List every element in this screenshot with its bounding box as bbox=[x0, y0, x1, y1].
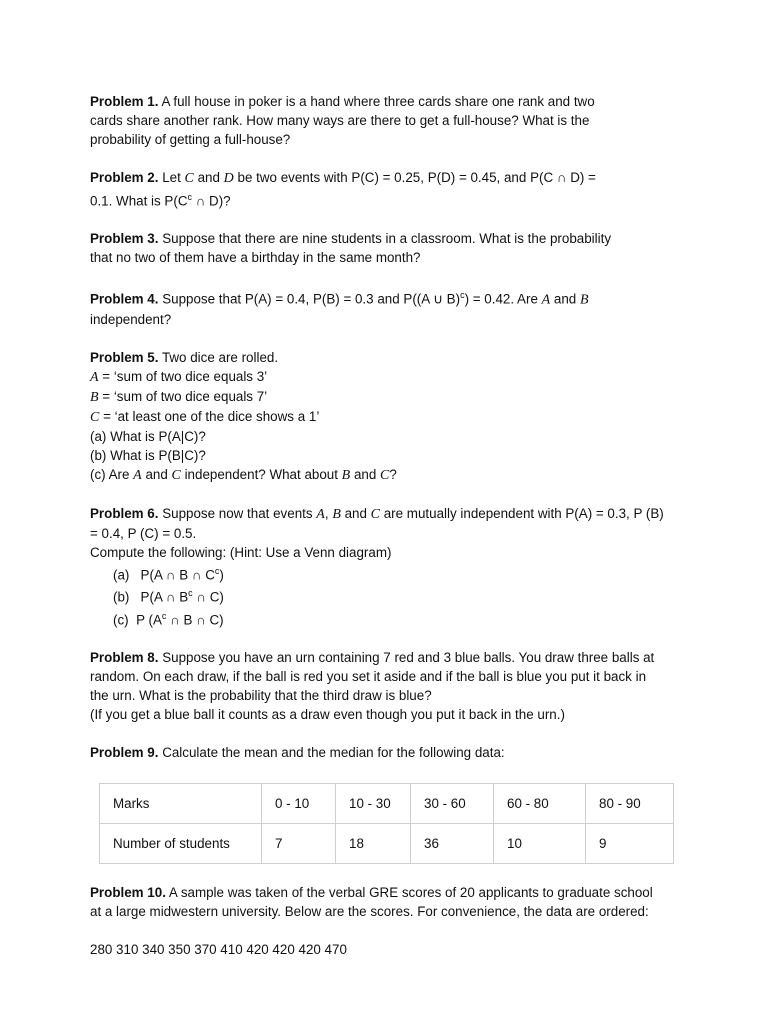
problem-5-label: Problem 5. bbox=[90, 349, 159, 365]
problem-6: Problem 6. Suppose now that events A, B and C are mutually independent with P(A) = 0.3, P (B) = 0.4, P (C) = 0.5. Compute the following: (Hint: Use a Venn diagram) (a) P(A ∩ B ∩ $C^c$) (b) P(A ∩ $B^c$ ∩ C) (c) P ($A^c$ ∩ B ∩ C) bbox=[90, 505, 664, 628]
problem-8: Problem 8. Suppose you have an urn containing 7 red and 3 blue balls. You draw three balls at random. On each draw, if the ball is red you set it aside and if the ball is blue you put it back in the urn. What is the probability that the third draw is blue? (If you get a blue ball it counts as a draw even though you put it back in the urn.) bbox=[90, 650, 655, 723]
problem-1-text: A full house in poker is a hand where three cards share one rank and two bbox=[158, 94, 595, 109]
problem-9-label: Problem 9. bbox=[90, 745, 159, 761]
problem-1-label: Problem 1. bbox=[90, 94, 159, 109]
problem-3-label: Problem 3. bbox=[90, 231, 159, 247]
problem-1-line3: probability of getting a full-house? bbox=[90, 132, 291, 147]
problem-4-label: Problem 4. bbox=[90, 291, 159, 307]
prob-pcd: P(C ∩ D) = bbox=[530, 170, 596, 185]
problem-1 bbox=[90, 92, 690, 149]
problem-9: Problem 9. Calculate the mean and the median for the following data: Marks 0 - 10 10 - 30 30 - 60 60 - 80 80 - 90 Number of students 7 18 36 10 9 bbox=[90, 743, 690, 864]
table-cell: Number of students bbox=[100, 824, 262, 864]
table-cell: 9 bbox=[586, 824, 674, 864]
problem-2-label: Problem 2. bbox=[90, 170, 159, 185]
problem-8-label: Problem 8. bbox=[90, 650, 159, 666]
table-row bbox=[100, 784, 674, 824]
table-cell: Marks bbox=[100, 784, 262, 824]
problem-10-label: Problem 10. bbox=[90, 885, 166, 901]
marks-table bbox=[99, 783, 674, 864]
problem-1-line2: cards share another rank. How many ways are there to get a full-house? What is the bbox=[90, 113, 590, 128]
problem-3: Problem 3. Suppose that there are nine students in a classroom. What is the probability that no two of them have a birthday in the same month? bbox=[90, 231, 612, 266]
problem-5: Problem 5. Two dice are rolled. A = ‘sum of two dice equals 3’ B = ‘sum of two dice equals 7’ C = ‘at least one of the dice shows a 1’ (a) What is P(A|C)? (b) What is P(B|C)? (c) Are A and C independent? What about B and C? bbox=[90, 349, 397, 483]
problem-10: Problem 10. A sample was taken of the verbal GRE scores of 20 applicants to graduate school at a large midwestern university. Below are the scores. For convenience, the data are ordered: 280 310 340 350 370 410 420 420 420 470 bbox=[90, 883, 690, 959]
gre-scores: 280 310 340 350 370 410 420 420 420 470 bbox=[90, 942, 347, 958]
table-cell: 80 - 90 bbox=[586, 784, 674, 824]
table-cell: 60 - 80 bbox=[494, 784, 586, 824]
table-cell: 10 - 30 bbox=[336, 784, 411, 824]
problem-sheet bbox=[90, 92, 690, 959]
problem-6-label: Problem 6. bbox=[90, 505, 159, 521]
problem-4: Problem 4. Suppose that P(A) = 0.4, P(B) = 0.3 and P((A ∪ B)$^c$) = 0.42. Are A and B independent? bbox=[90, 290, 589, 327]
table-cell: 0 - 10 bbox=[262, 784, 336, 824]
table-cell: 36 bbox=[411, 824, 494, 864]
table-cell: 30 - 60 bbox=[411, 784, 494, 824]
table-cell: 18 bbox=[336, 824, 411, 864]
prob-pc: P(C) = 0.25, bbox=[351, 170, 428, 185]
problem-2: Problem 2. Let C and D be two events with P(C) = 0.25, P(D) = 0.45, and P(C ∩ D) = 0.1. What is $P(C^c$ ∩ D)? bbox=[90, 170, 596, 209]
prob-pd: P(D) = 0.45, and bbox=[427, 170, 531, 185]
table-row bbox=[100, 824, 674, 864]
table-cell: 10 bbox=[494, 824, 586, 864]
table-cell: 7 bbox=[262, 824, 336, 864]
